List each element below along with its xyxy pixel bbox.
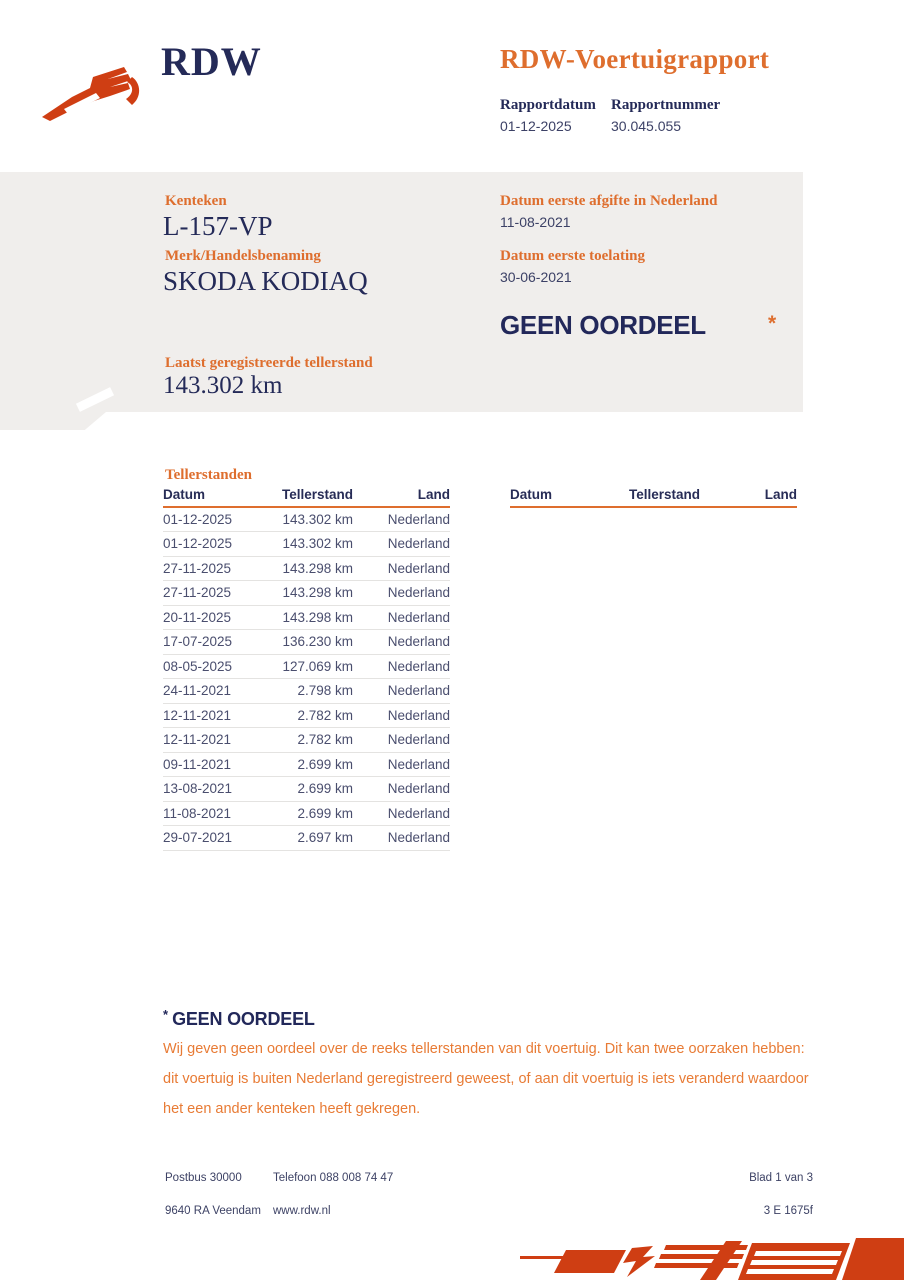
table-row [163,507,450,532]
row-date: 13-08-2021 [163,777,273,802]
row-date: 27-11-2025 [163,581,273,606]
row-country: Nederland [353,826,450,851]
afgifte-label: Datum eerste afgifte in Nederland [500,193,718,209]
row-odometer: 2.699 km [273,777,353,802]
row-date: 17-07-2025 [163,630,273,655]
footnote-paragraph: Wij geven geen oordeel over de reeks tellerstanden van dit voertuig. Dit kan twee oorzaken hebben: dit voertuig is buiten Nederland geregistreerd geweest, of aan dit voertuig is iets veranderd waardoor het een ander kenteken heeft gekregen. [163,1041,809,1117]
row-country: Nederland [353,728,450,753]
row-country: Nederland [353,507,450,532]
report-number-label: Rapportnummer [611,97,721,113]
column-header-datum: Datum [163,487,273,507]
row-date: 01-12-2025 [163,532,273,557]
column-header-tellerstand: Tellerstand [273,487,353,507]
row-country: Nederland [353,777,450,802]
table-row [163,826,450,851]
row-date: 12-11-2021 [163,728,273,753]
footnote-title [163,1007,315,1030]
row-country: Nederland [353,679,450,704]
table-row [163,581,450,606]
footer-phone: Telefoon 088 008 74 47 [273,1172,394,1184]
table-row [163,654,450,679]
row-odometer: 2.782 km [273,728,353,753]
column-header-land: Land [353,487,450,507]
row-date: 01-12-2025 [163,507,273,532]
rdw-feather-icon [38,52,153,124]
row-odometer: 2.699 km [273,752,353,777]
verdict-asterisk: * [768,312,777,335]
column-header-tellerstand: Tellerstand [620,487,700,507]
rdw-logo-text: RDW [161,39,262,84]
row-date: 27-11-2025 [163,556,273,581]
row-date: 11-08-2021 [163,801,273,826]
row-odometer: 2.798 km [273,679,353,704]
row-date: 09-11-2021 [163,752,273,777]
table-row [163,630,450,655]
row-odometer: 136.230 km [273,630,353,655]
row-date: 24-11-2021 [163,679,273,704]
footer-address-line2: 9640 RA Veendam [165,1205,261,1217]
row-odometer: 143.302 km [273,507,353,532]
toelating-value: 30-06-2021 [500,269,572,285]
row-country: Nederland [353,752,450,777]
tellerstanden-table-right [510,487,797,508]
row-country: Nederland [353,556,450,581]
row-date: 20-11-2025 [163,605,273,630]
table-row [163,532,450,557]
row-odometer: 2.699 km [273,801,353,826]
footer-page-number: Blad 1 van 3 [749,1172,813,1184]
table-row [163,679,450,704]
footer-doc-code: 3 E 1675f [763,1205,813,1217]
row-country: Nederland [353,801,450,826]
table-row [163,752,450,777]
row-date: 29-07-2021 [163,826,273,851]
laatste-tellerstand-value: 143.302 km [163,372,283,399]
report-date-value: 01-12-2025 [500,118,572,134]
footnote-title-text: GEEN OORDEEL [172,1009,315,1029]
column-header-land: Land [700,487,797,507]
verdict-text: GEEN OORDEEL [500,310,706,340]
footnote-asterisk: * [163,1007,169,1022]
row-odometer: 143.302 km [273,532,353,557]
footer-website: www.rdw.nl [273,1205,331,1217]
table-row [163,801,450,826]
row-country: Nederland [353,581,450,606]
toelating-label: Datum eerste toelating [500,248,645,264]
tellerstanden-section-title: Tellerstanden [165,467,252,483]
row-odometer: 2.782 km [273,703,353,728]
row-odometer: 143.298 km [273,605,353,630]
table-row [163,777,450,802]
table-row [163,605,450,630]
row-country: Nederland [353,532,450,557]
row-country: Nederland [353,605,450,630]
row-odometer: 2.697 km [273,826,353,851]
table-row [163,728,450,753]
kenteken-value: L-157-VP [163,211,273,241]
row-country: Nederland [353,703,450,728]
panel-notch-shape [0,412,106,430]
report-number-value: 30.045.055 [611,118,682,134]
tellerstanden-table-left [163,487,450,851]
table-row [163,703,450,728]
kenteken-label: Kenteken [165,193,227,209]
row-odometer: 127.069 km [273,654,353,679]
column-header-datum: Datum [510,487,620,507]
merk-label: Merk/Handelsbenaming [165,248,321,264]
page-title: RDW-Voertuigrapport [500,44,770,74]
row-date: 12-11-2021 [163,703,273,728]
row-country: Nederland [353,654,450,679]
footer-stripes-graphic [520,1233,904,1280]
footer-address-line1: Postbus 30000 [165,1172,242,1184]
row-date: 08-05-2025 [163,654,273,679]
row-odometer: 143.298 km [273,556,353,581]
table-row [163,556,450,581]
report-date-label: Rapportdatum [500,97,596,113]
laatste-tellerstand-label: Laatst geregistreerde tellerstand [165,355,373,371]
row-odometer: 143.298 km [273,581,353,606]
afgifte-value: 11-08-2021 [500,214,571,230]
merk-value: SKODA KODIAQ [163,266,368,296]
row-country: Nederland [353,630,450,655]
